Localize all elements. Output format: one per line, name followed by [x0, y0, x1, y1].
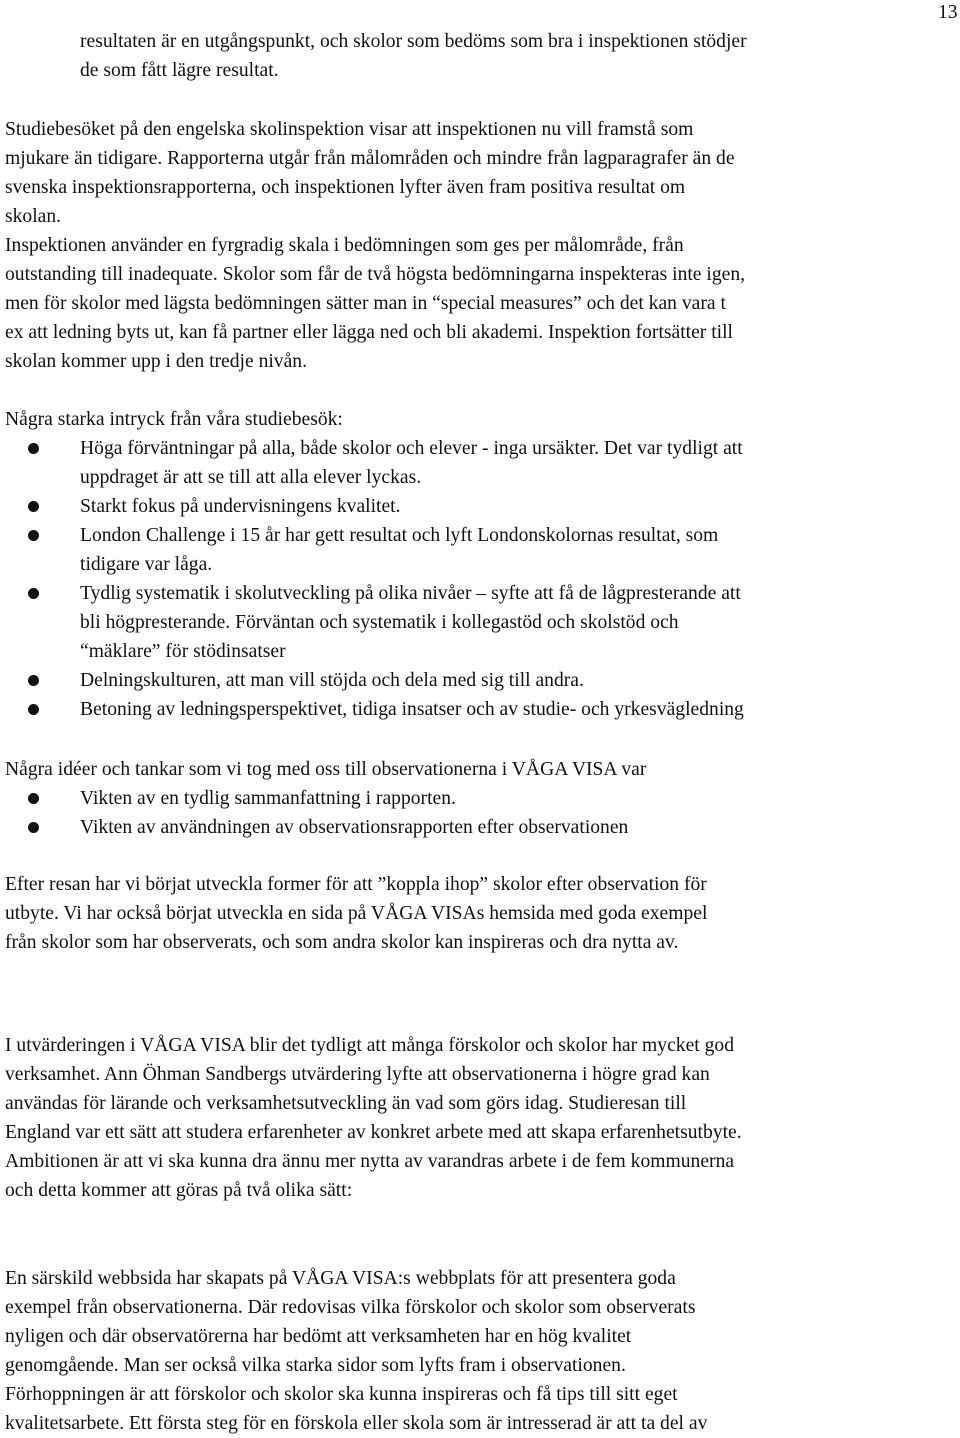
text-line: från skolor som har observerats, och som andra skolor kan inspireras och dra nytta av. [5, 932, 679, 953]
text-line: utbyte. Vi har också börjat utveckla en sida på VÅGA VISAs hemsida med goda exempel [5, 903, 708, 924]
text-line: resultaten är en utgångspunkt, och skolor som bedöms som bra i inspektionen stödjer [80, 31, 747, 52]
text-line: genomgående. Man ser också vilka starka sidor som lyfts fram i observationen. [5, 1355, 626, 1376]
list-item: Vikten av en tydlig sammanfattning i rapporten. [80, 788, 456, 809]
page-number: 13 [938, 2, 958, 23]
bullet-icon [28, 704, 39, 715]
list-item: Delningskulturen, att man vill stöjda och dela med sig till andra. [80, 670, 584, 691]
text-line: Studiebesöket på den engelska skolinspektion visar att inspektionen nu vill framstå som [5, 119, 694, 140]
text-line: mjukare än tidigare. Rapporterna utgår från målområden och mindre från lagparagrafer än de [5, 148, 735, 169]
text-line: och detta kommer att göras på två olika sätt: [5, 1180, 353, 1201]
text-line: svenska inspektionsrapporterna, och inspektionen lyfter även fram positiva resultat om [5, 177, 686, 198]
bullet-icon [28, 443, 39, 454]
text-line: kvalitetsarbete. Ett första steg för en förskola eller skola som är intresserad är att ta del av [5, 1413, 708, 1434]
text-line: exempel från observationerna. Där redovisas vilka förskolor och skolor som observerats [5, 1297, 696, 1318]
bullet-icon [28, 793, 39, 804]
bullet-icon [28, 675, 39, 686]
text-line: verksamhet. Ann Öhman Sandbergs utvärdering lyfte att observationerna i högre grad kan [5, 1064, 710, 1085]
text-line: Inspektionen använder en fyrgradig skala i bedömningen som ges per målområde, från [5, 235, 684, 256]
bullet-icon [28, 530, 39, 541]
list-item: Starkt fokus på undervisningens kvalitet. [80, 496, 401, 517]
text-line: nyligen och där observatörerna har bedömt att verksamheten har en hög kvalitet [5, 1326, 632, 1347]
list-item: Betoning av ledningsperspektivet, tidiga insatser och av studie- och yrkesvägledning [80, 699, 744, 720]
text-line: men för skolor med lägsta bedömningen sätter man in “special measures” och det kan vara t [5, 293, 726, 314]
bullet-icon [28, 501, 39, 512]
text-line: ex att ledning byts ut, kan få partner eller lägga ned och bli akademi. Inspektion fortsätter till [5, 322, 734, 343]
text-line: Ambitionen är att vi ska kunna dra ännu mer nytta av varandras arbete i de fem kommunerna [5, 1151, 735, 1172]
text-line: användas för lärande och verksamhetsutveckling än vad som görs idag. Studieresan till [5, 1093, 687, 1114]
text-line: Förhoppningen är att förskolor och skolor ska kunna inspireras och få tips till sitt eget [5, 1384, 678, 1405]
text-line: de som fått lägre resultat. [80, 60, 279, 81]
list-item: London Challenge i 15 år har gett resultat och lyft Londonskolornas resultat, som [80, 525, 719, 546]
list-item: tidigare var låga. [80, 554, 213, 575]
list-item: bli högpresterande. Förväntan och systematik i kollegastöd och skolstöd och [80, 612, 679, 633]
list-item: uppdraget är att se till att alla elever lyckas. [80, 467, 422, 488]
list-item: Höga förväntningar på alla, både skolor och elever - inga ursäkter. Det var tydligt att [80, 438, 743, 459]
bullet-icon [28, 822, 39, 833]
text-line: skolan. [5, 206, 62, 227]
list-item: Tydlig systematik i skolutveckling på olika nivåer – syfte att få de lågpresterande att [80, 583, 741, 604]
text-line: Några starka intryck från våra studiebesök: [5, 409, 343, 430]
text-line: England var ett sätt att studera erfarenheter av konkret arbete med att skapa erfarenhetsutbyte. [5, 1122, 742, 1143]
text-line: skolan kommer upp i den tredje nivån. [5, 351, 308, 372]
list-item: “mäklare” för stödinsatser [80, 641, 286, 662]
text-line: I utvärderingen i VÅGA VISA blir det tydligt att många förskolor och skolor har mycket god [5, 1035, 735, 1056]
text-line: En särskild webbsida har skapats på VÅGA VISA:s webbplats för att presentera goda [5, 1268, 676, 1289]
text-line: Några idéer och tankar som vi tog med oss till observationerna i VÅGA VISA var [5, 759, 647, 780]
text-line: Efter resan har vi börjat utveckla former för att ”koppla ihop” skolor efter observation för [5, 874, 707, 895]
text-line: outstanding till inadequate. Skolor som får de två högsta bedömningarna inspekteras inte igen, [5, 264, 746, 285]
list-item: Vikten av användningen av observationsrapporten efter observationen [80, 817, 629, 838]
bullet-icon [28, 588, 39, 599]
